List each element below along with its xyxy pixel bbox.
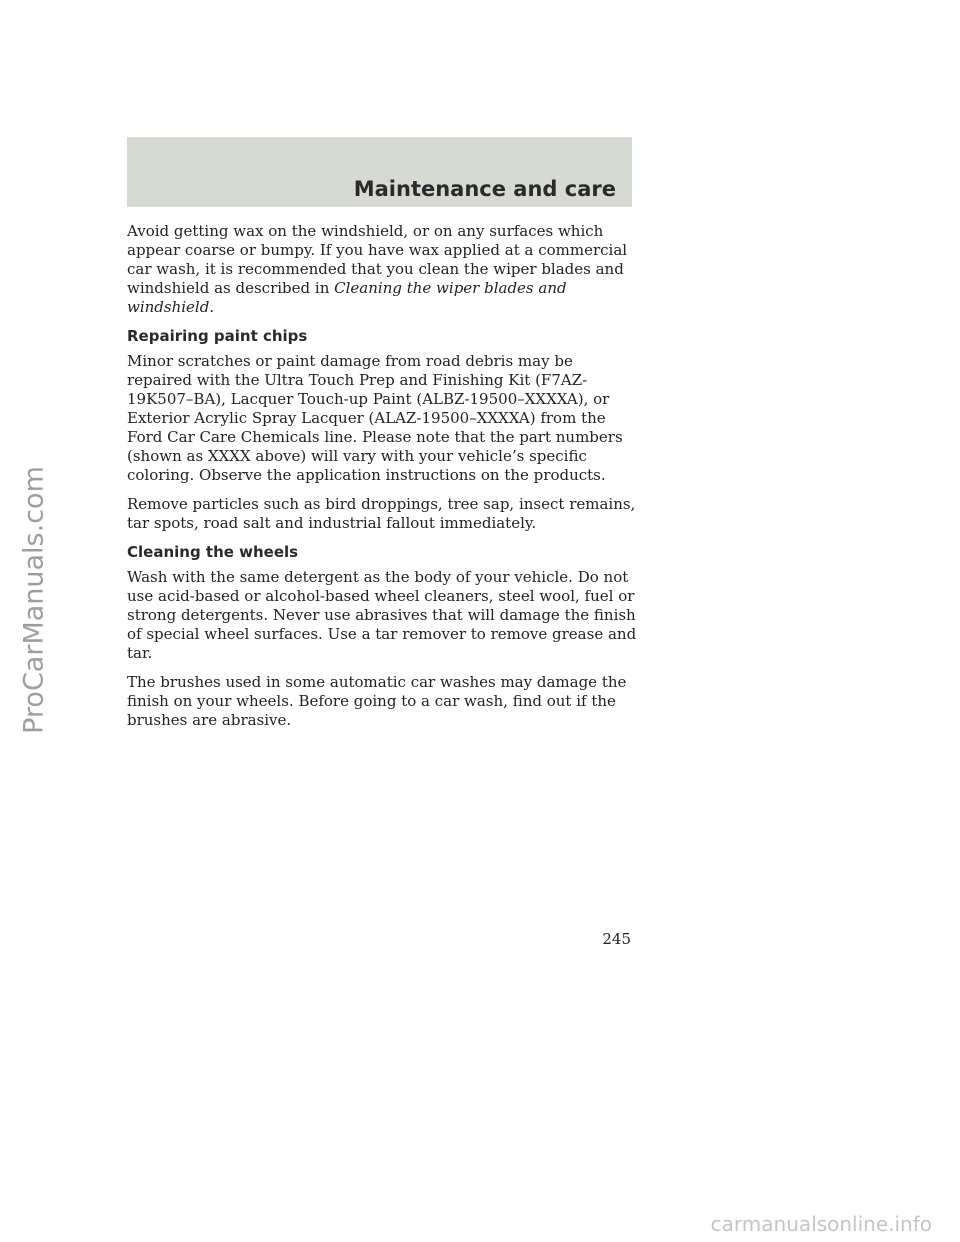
paragraph-remove-particles: Remove particles such as bird droppings, tree sap, insect remains, tar spots, road salt and industrial fallout immediately. — [127, 495, 636, 532]
page-number: 245 — [602, 930, 631, 948]
heading-cleaning-the-wheels: Cleaning the wheels — [127, 543, 299, 561]
page-content — [127, 222, 637, 740]
section-title: Maintenance and care — [353, 177, 616, 201]
cross-reference: Cleaning the wiper blades and windshield. — [127, 279, 567, 316]
heading-repairing-paint-chips: Repairing paint chips — [127, 327, 308, 345]
paragraph-wheel-brushes: The brushes used in some automatic car washes may damage the finish on your wheels. Before going to a car wash, find out if the brushes are abrasive. — [127, 673, 627, 729]
section-header-band — [127, 137, 632, 207]
watermark-carmanualsonline: carmanualsonline.info — [710, 1212, 932, 1236]
paragraph-wheel-detergent: Wash with the same detergent as the body of your vehicle. Do not use acid-based or alcohol-based wheel cleaners, steel wool, fuel or strong detergents. Never use abrasives that will damage the finish of special wheel surfaces. Use a tar remover to remove grease and tar. — [127, 568, 637, 662]
watermark-procarmanuals-text: ProCarManuals.com — [18, 466, 50, 734]
paragraph-wax-text: Avoid getting wax on the windshield, or on any surfaces which appear coarse or bumpy. If you have wax applied at a commercial car wash, it is recommended that you clean the wiper blades and windshield as described in — [127, 222, 628, 297]
paragraph-paint-chips: Minor scratches or paint damage from road debris may be repaired with the Ultra Touch Prep and Finishing Kit (F7AZ-19K507–BA), Lacquer Touch-up Paint (ALBZ-19500–XXXXA), or Exterior Acrylic Spray Lacquer (ALAZ-19500–XXXXA) from the Ford Car Care Chemicals line. Please note that the part numbers (shown as XXXX above) will vary with your vehicle’s specific coloring. Observe the application instructions on the products. — [127, 352, 623, 484]
paragraph-wax — [127, 222, 637, 317]
